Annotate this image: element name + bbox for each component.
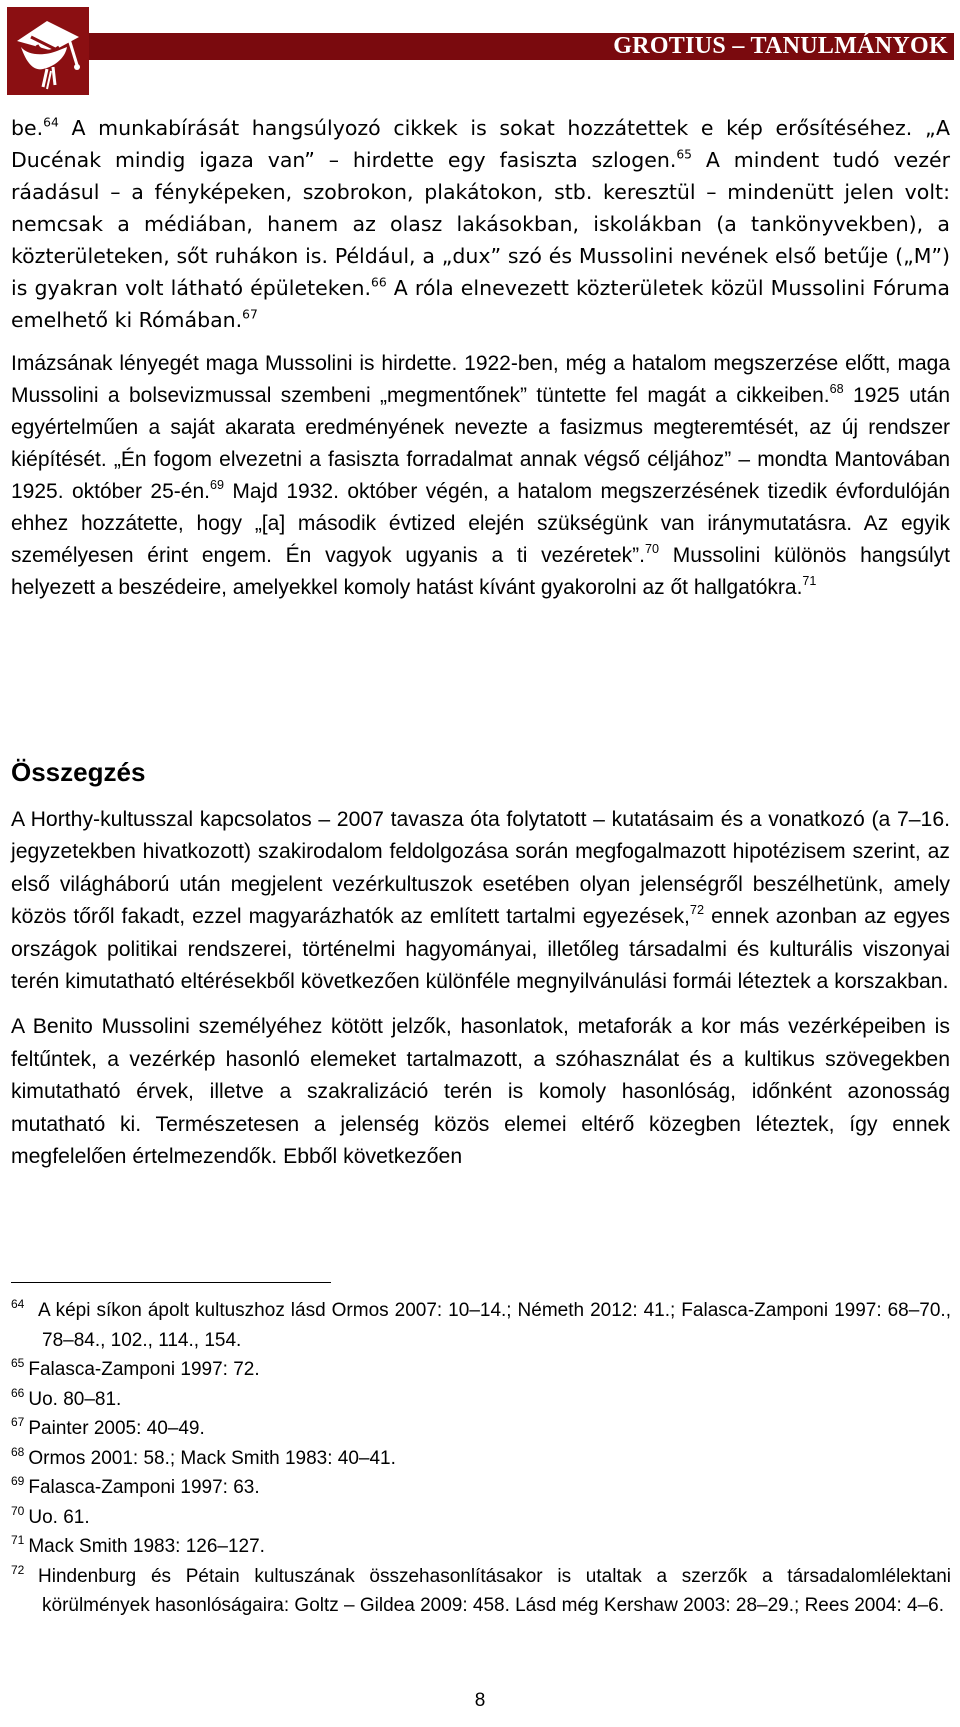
page-header (0, 0, 960, 100)
journal-title: GROTIUS – TANULMÁNYOK (613, 33, 948, 59)
footnote-text: Mack Smith 1983: 126–127. (28, 1536, 265, 1557)
text-run: be. (11, 116, 44, 140)
text-run: Például, a „dux” szó és Mussolini nevének első betűje („M”) is gyakran volt látható épületeken. (11, 244, 950, 300)
footnote-ref[interactable]: 69 (209, 478, 224, 493)
footnote-text: Uo. 80–81. (28, 1388, 122, 1410)
footnote (11, 1532, 951, 1562)
footnote-number: 67 (11, 1415, 25, 1429)
footnote: 64 A képi síkon ápolt kultuszhoz lásd Ormos 2007: 10–14.; Németh 2012: 41.; Falasca-Zamponi 1997: 68–70., 78–84., 102., 114., 154. (11, 1297, 951, 1351)
footnote-text: Painter 2005: 40–49. (28, 1418, 205, 1439)
footnote-ref[interactable]: 68 (829, 382, 844, 397)
footnote-number: 66 (11, 1385, 25, 1400)
footnote-number: 71 (11, 1533, 25, 1547)
footnote (11, 1385, 951, 1415)
footnote (11, 1355, 951, 1385)
footnote-ref[interactable]: 65 (676, 147, 693, 162)
footnote-number: 69 (11, 1474, 25, 1488)
footnote-number: 70 (11, 1503, 25, 1518)
footnote-text: Ormos 2001: 58.; Mack Smith 1983: 40–41. (28, 1447, 396, 1469)
paragraph-2 (11, 348, 950, 604)
footnote-text: Hindenburg és Pétain kultuszának összehasonlításakor is utaltak a szerzők a társadalomlélektani körülmények hasonlóságaira: Goltz – Gildea 2009: 458. Lásd még Kershaw 2003: 28–29.; Rees 2004: 4–6. (38, 1565, 951, 1616)
page-number: 8 (474, 1690, 486, 1711)
body-text-lower (11, 804, 950, 1186)
body-text-upper (11, 112, 950, 616)
footnote-ref[interactable]: 66 (371, 275, 387, 290)
footnote-text: Falasca-Zamponi 1997: 72. (28, 1359, 260, 1380)
footnote-ref[interactable]: 72 (689, 902, 705, 918)
text-run: A munkabírását hangsúlyozó cikkek is sokat hozzátettek e kép erősítéséhez. „A Ducénak mindig igaza van” – hirdette egy fasiszta szlogen. (11, 116, 950, 172)
footnote-ref[interactable]: 70 (644, 542, 659, 557)
paragraph-1 (11, 112, 950, 336)
footnote-separator (11, 1282, 331, 1283)
footnote-number: 68 (11, 1444, 25, 1459)
header-bar (89, 33, 954, 60)
text-run: A Horthy-kultusszal kapcsolatos – 2007 tavasza óta folytatott – kutatásaim és a vonatkozó (a 7–16. jegyzetekben hivatkozott) szakirodalom feldolgozása során megfogalmazott hipotézisem szerint, az első világháború után megjelent vezérkultuszok esetében olyan jelenségről beszélhetünk, amely közös tőről fakadt, ezzel magyarázhatók az említett tartalmi egyezések, (11, 808, 950, 929)
footnote-ref[interactable]: 64 (43, 115, 59, 130)
footnotes (11, 1296, 951, 1621)
text-run: A róla elnevezett közterületek közül Mussolini Fóruma emelhető ki Rómában. (11, 276, 950, 332)
mortarboard-icon (7, 7, 89, 95)
text-run: Mussolini különös hangsúlyt helyezett a beszédeire, amelyekkel komoly hatást kívánt gyakorolni az őt hallgatókra. (11, 544, 950, 599)
paragraph-3 (11, 804, 950, 998)
text-run: Imázsának lényegét maga Mussolini is hirdette. 1922-ben, még a hatalom megszerzése előtt, maga Mussolini a bolsevizmussal szembeni „megmentőnek” tüntette fel magát a cikkeiben. (11, 352, 950, 407)
text-run: 1925 után egyértelműen a saját akarata eredményének nevezte a fasizmus megteremtését, az új rendszer kiépítését. „Én fogom elvezetni a fasiszta forradalmat annak végső céljához” – mondta Mantovában 1925. október 25-én. (11, 384, 950, 503)
footnote-text: Falasca-Zamponi 1997: 63. (28, 1477, 260, 1498)
footnote (11, 1444, 951, 1474)
text-run: Majd 1932. október végén, a hatalom megszerzésének tizedik évfordulóján ehhez hozzátette, hogy „[a] második évtized elején szükségünk van iránymutatásra. Az egyik személyesen érint engem. Én vagyok ugyanis a ti vezéretek”. (11, 480, 950, 567)
text-run: ennek azonban az egyes országok politikai rendszerei, történelmi hagyományai, illetőleg társadalmi és kulturális viszonyai terén kimutatható eltérésekből következően különféle megnyilvánulási formái léteztek a korszakban. (11, 905, 950, 994)
footnote (11, 1503, 951, 1533)
footnote-number: 65 (11, 1356, 25, 1370)
paragraph-4: A Benito Mussolini személyéhez kötött jelzők, hasonlatok, metaforák a kor más vezérképeiben is feltűntek, a vezérkép hasonló elemeket tartalmazott, a szóhasználat és a kultikus szövegekben kimutatható érvek, illetve a szakralizáció terén is komoly hasonlóság, időnként azonosság mutatható ki. Természetesen a jelenség közös elemei eltérő közegben léteztek, így ennek megfelelően értelmezendők. Ebből következően (11, 1015, 950, 1169)
section-heading: Összegzés (11, 757, 146, 787)
grotius-logo-icon (7, 7, 89, 95)
footnote-text: A képi síkon ápolt kultuszhoz lásd Ormos 2007: 10–14.; Németh 2012: 41.; Falasca-Zamponi 1997: 68–70., 78–84., 102., 114., 154. (38, 1300, 951, 1351)
text-run: A mindent tudó vezér ráadásul – a fényképeken, szobrokon, plakátokon, stb. keresztül – mindenütt jelen volt: nemcsak a médiában, hanem az olasz lakásokban, iskolákban (a tankönyvekben), a közterületeken, sőt ruhákon is. (11, 148, 950, 268)
footnote (11, 1473, 951, 1503)
footnote: 72 Hindenburg és Pétain kultuszának összehasonlításakor is utaltak a szerzők a társadalomlélektani körülmények hasonlóságaira: Goltz – Gildea 2009: 458. Lásd még Kershaw 2003: 28–29.; Rees 2004: 4–6. (11, 1562, 951, 1616)
footnote-ref[interactable]: 71 (802, 574, 817, 589)
footnote-ref[interactable]: 67 (242, 307, 258, 322)
footnote-text: Uo. 61. (28, 1506, 90, 1528)
footnote (11, 1414, 951, 1444)
